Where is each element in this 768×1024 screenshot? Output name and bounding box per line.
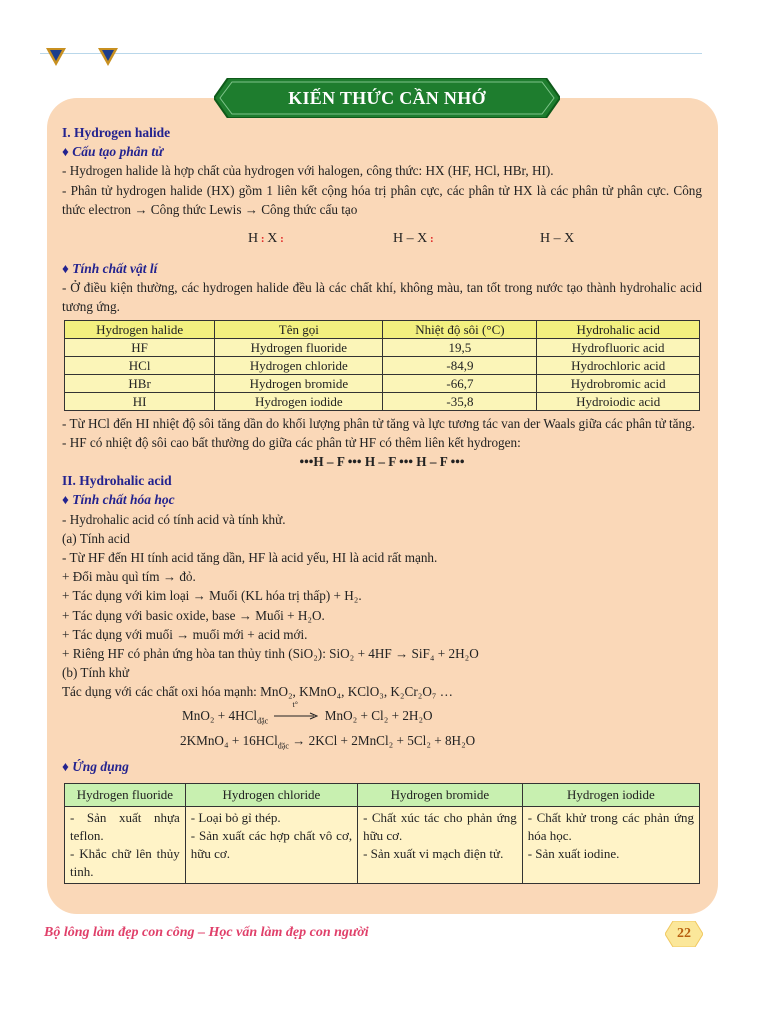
paragraph: (a) Tính acid: [62, 530, 130, 546]
top-divider: [40, 53, 702, 54]
table-row: [65, 806, 700, 883]
page-number: 22: [677, 926, 691, 941]
table-cell: Hydrobromic acid: [537, 374, 700, 392]
table-cell: Hydroiodic acid: [537, 392, 700, 410]
section-heading: I. Hydrogen halide: [62, 125, 171, 140]
paragraph: - Từ HCl đến HI nhiệt độ sôi tăng dần do khối lượng phân tử tăng và lực tương tác van der Waals giữa các phân tử tăng.: [62, 415, 696, 431]
table-header: Hydrogen halide: [65, 320, 215, 338]
paragraph: - Phân tử hydrogen halide (HX) gồm 1 liên kết cộng hóa trị phân cực, các phân tử HX là các phân tử phân cực. Công thức electron → Công thức Lewis → Công thức cấu tạo: [62, 182, 702, 217]
paragraph: Tác dụng với các chất oxi hóa mạnh: MnO₂, KMnO₄, KClO₃, K₂Cr₂O₇ …: [62, 684, 453, 700]
table-cell: Hydrogen chloride: [215, 356, 383, 374]
table-header: Hydrogen chloride: [185, 783, 357, 806]
table-row: [65, 392, 700, 410]
table-cell: -66,7: [383, 374, 537, 392]
table-row: [65, 356, 700, 374]
bullet-item: + Riêng HF có phản ứng hòa tan thủy tinh (SiO₂): SiO₂ + 4HF → SiF₄ + 2H₂O: [62, 646, 479, 662]
subsection-heading: ♦ Tính chất hóa học: [62, 492, 175, 508]
hydrogen-bond-chain: •••H – F ••• H – F ••• H – F •••: [299, 454, 465, 470]
table-cell: Hydrogen bromide: [215, 374, 383, 392]
applications-table: [64, 783, 700, 884]
table-header: Hydrogen iodide: [522, 783, 699, 806]
table-header: Hydrogen fluoride: [65, 783, 186, 806]
structural-formula: H – X: [540, 231, 575, 247]
table-cell: Hydrofluoric acid: [537, 338, 700, 356]
table-cell: Hydrogen fluoride: [215, 338, 383, 356]
table-row: [65, 338, 700, 356]
subsection-heading: ♦ Cấu tạo phân tử: [62, 144, 164, 160]
table-cell: - Sản xuất nhựa teflon. - Khắc chữ lên thủy tinh.: [65, 806, 186, 883]
table-header: Nhiệt độ sôi (°C): [383, 320, 537, 338]
paragraph: (b) Tính khử: [62, 665, 129, 681]
table-cell: -84,9: [383, 356, 537, 374]
table-cell: Hydrochloric acid: [537, 356, 700, 374]
table-cell: - Chất xúc tác cho phản ứng hữu cơ. - Sản xuất vi mạch điện tử.: [358, 806, 523, 883]
table-cell: HF: [65, 338, 215, 356]
hydrogen-halide-table: [64, 320, 700, 411]
table-header: Hydrogen bromide: [358, 783, 523, 806]
banner-title: KIẾN THỨC CẦN NHỚ: [288, 88, 486, 108]
table-row: [65, 374, 700, 392]
table-header: Hydrohalic acid: [537, 320, 700, 338]
table-cell: Hydrogen iodide: [215, 392, 383, 410]
paragraph: - HF có nhiệt độ sôi cao bất thường do giữa các phân tử HF có thêm liên kết hydrogen:: [62, 434, 521, 450]
table-cell: HCl: [65, 356, 215, 374]
reaction-arrow-icon: t°: [274, 706, 318, 725]
bullet-item: + Tác dụng với kim loại → Muối (KL hóa trị thấp) + H₂.: [62, 588, 362, 604]
table-header: Tên gọi: [215, 320, 383, 338]
equation: MnO₂ + 4HCl$_{đặc}$ t° MnO₂ + Cl₂ + 2H₂O: [182, 699, 433, 726]
bullet-item: + Tác dụng với muối → muối mới + acid mới.: [62, 626, 308, 642]
bullet-item: + Đổi màu quì tím → đỏ.: [62, 569, 196, 585]
corner-ornament-icon: [44, 46, 68, 68]
table-cell: - Chất khử trong các phản ứng hóa học. - Sản xuất iodine.: [522, 806, 699, 883]
electron-formula: H : X :: [248, 231, 284, 247]
lewis-formula: H – X :: [393, 231, 434, 247]
paragraph: - Ở điều kiện thường, các hydrogen halide đều là các chất khí, không màu, tan tốt trong nước tạo thành hydrohalic acid tương ứng.: [62, 280, 702, 315]
paragraph: - Hydrogen halide là hợp chất của hydrogen với halogen, công thức: HX (HF, HCl, HBr, HI).: [62, 163, 554, 179]
bullet-item: + Tác dụng với basic oxide, base → Muối + H₂O.: [62, 607, 325, 623]
subsection-heading: ♦ Tính chất vật lí: [62, 261, 158, 277]
equation: 2KMnO₄ + 16HCl$_{đặc}$ → 2KCl + 2MnCl₂ + 5Cl₂ + 8H₂O: [180, 732, 476, 751]
main-content: [62, 123, 702, 884]
table-cell: - Loại bỏ gỉ thép. - Sản xuất các hợp chất vô cơ, hữu cơ.: [185, 806, 357, 883]
table-cell: 19,5: [383, 338, 537, 356]
lewis-formulas: [62, 219, 702, 259]
footer-motto: Bộ lông làm đẹp con công – Học vấn làm đẹp con người: [44, 925, 369, 940]
section-heading: II. Hydrohalic acid: [62, 473, 172, 489]
table-cell: HI: [65, 392, 215, 410]
paragraph: - Hydrohalic acid có tính acid và tính khử.: [62, 511, 286, 527]
table-cell: -35,8: [383, 392, 537, 410]
corner-ornament-icon: [96, 46, 120, 68]
subsection-heading: ♦ Ứng dụng: [62, 759, 129, 775]
table-cell: HBr: [65, 374, 215, 392]
paragraph: - Từ HF đến HI tính acid tăng dần, HF là acid yếu, HI là acid rất mạnh.: [62, 550, 438, 566]
